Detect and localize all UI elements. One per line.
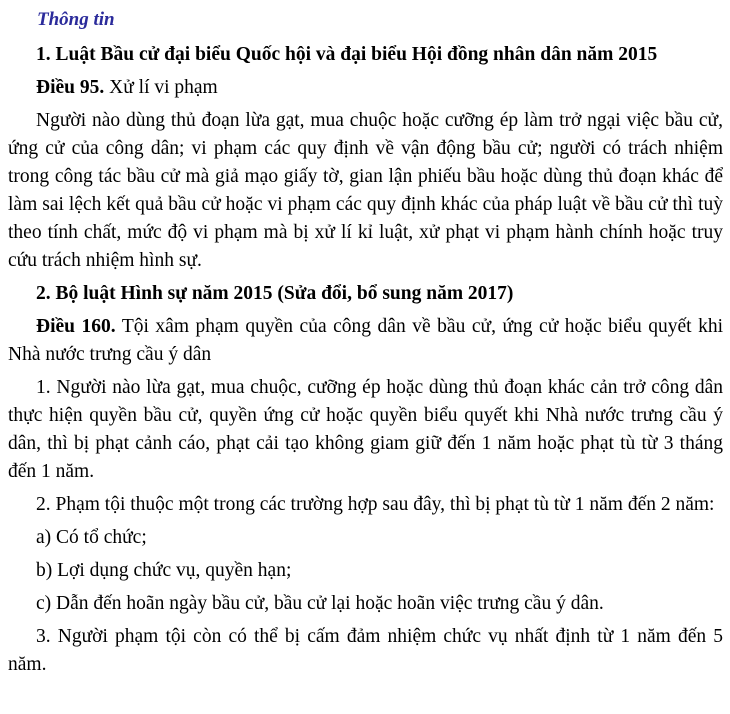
list-item-c: c) Dẫn đến hoãn ngày bầu cử, bầu cử lại hoặc hoãn việc trưng cầu ý dân. xyxy=(36,593,604,614)
list-item-b: b) Lợi dụng chức vụ, quyền hạn; xyxy=(36,560,292,581)
article-95-line xyxy=(8,72,723,105)
paragraph-clause-1: 1. Người nào lừa gạt, mua chuộc, cưỡng ép hoặc dùng thủ đoạn khác cản trở công dân thực hiện quyền bầu cử, quyền ứng cử hoặc quyền biểu quyết khi Nhà nước trưng cầu ý dân, thì bị phạt cảnh cáo, phạt cải tạo không giam giữ đến 1 năm hoặc phạt tù từ 3 tháng đến 1 năm. xyxy=(8,377,723,482)
article-95-title: Xử lí vi phạm xyxy=(104,77,218,98)
page-title: Thông tin xyxy=(37,9,115,30)
paragraph-clause-3: 3. Người phạm tội còn có thể bị cấm đảm nhiệm chức vụ nhất định từ 1 năm đến 5 năm. xyxy=(8,626,723,675)
article-160-line xyxy=(8,311,723,372)
article-160-label: Điều 160. xyxy=(36,316,116,337)
paragraph-violation-handling: Người nào dùng thủ đoạn lừa gạt, mua chuộc hoặc cưỡng ép làm trở ngại việc bầu cử, ứng cử của công dân; vi phạm các quy định về vận động bầu cử; người có trách nhiệm trong công tác bầu cử mà giả mạo giấy tờ, gian lận phiếu bầu hoặc dùng thủ đoạn khác để làm sai lệch kết quả bầu cử hoặc vi phạm các quy định khác của pháp luật về bầu cử thì tuỳ theo tính chất, mức độ vi phạm mà bị xử lí kỉ luật, xử phạt vi phạm hành chính hoặc truy cứu trách nhiệm hình sự. xyxy=(8,110,723,271)
article-95-label: Điều 95. xyxy=(36,77,105,98)
section-heading-penal-code: 2. Bộ luật Hình sự năm 2015 (Sửa đổi, bổ sung năm 2017) xyxy=(36,283,514,304)
section-heading-law-election: 1. Luật Bầu cử đại biểu Quốc hội và đại biểu Hội đồng nhân dân năm 2015 xyxy=(36,44,658,65)
paragraph-clause-2: 2. Phạm tội thuộc một trong các trường hợp sau đây, thì bị phạt tù từ 1 năm đến 2 năm: xyxy=(36,494,715,515)
article-160-title: Tội xâm phạm quyền của công dân về bầu cử, ứng cử hoặc biểu quyết khi Nhà nước trưng cầu ý dân xyxy=(8,316,723,365)
list-item-a: a) Có tổ chức; xyxy=(36,527,147,548)
